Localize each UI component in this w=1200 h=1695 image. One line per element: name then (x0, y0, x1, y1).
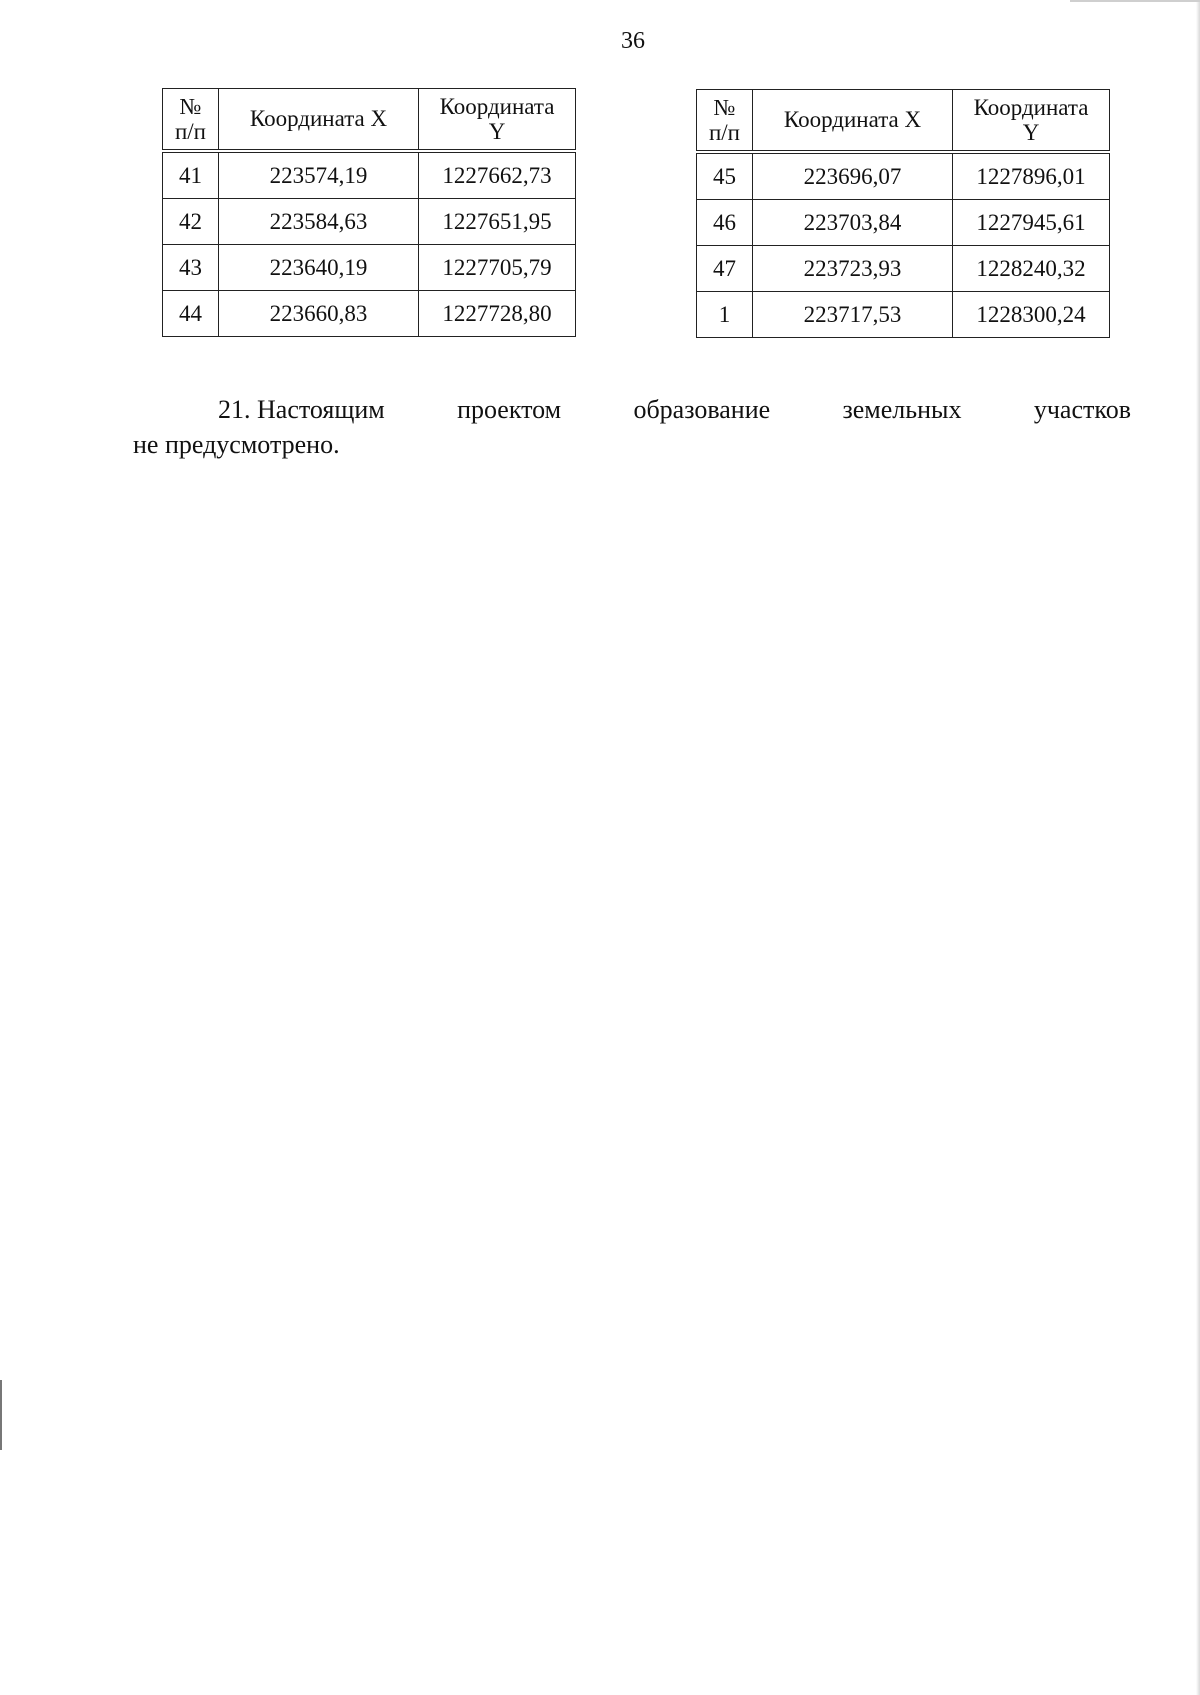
table-row (697, 152, 1110, 200)
header-label-line: п/п (174, 119, 206, 144)
cell-number: 41 (163, 151, 219, 199)
scan-edge-shadow (1196, 0, 1200, 1695)
table-header-row (163, 89, 576, 152)
coordinates-table-left (162, 88, 576, 337)
cell-coordinate-y: 1227705,79 (419, 245, 576, 291)
cell-coordinate-x: 223640,19 (219, 245, 419, 291)
header-label-line: Y (1022, 120, 1040, 145)
header-label-line: п/п (708, 120, 740, 145)
header-label-line: Координата (973, 94, 1089, 120)
scan-edge-left (0, 1380, 2, 1450)
cell-number: 42 (163, 199, 219, 245)
cell-number: 44 (163, 291, 219, 337)
table-row (163, 199, 576, 245)
table-row (697, 246, 1110, 292)
header-label-line: Координата X (783, 107, 922, 133)
cell-number: 43 (163, 245, 219, 291)
paragraph-line-1 (133, 392, 1131, 427)
paragraph-word: образование (633, 395, 771, 424)
cell-coordinate-x: 223584,63 (219, 199, 419, 245)
cell-coordinate-x: 223574,19 (219, 151, 419, 199)
cell-coordinate-y: 1228300,24 (953, 292, 1110, 338)
paragraph-word: участков (1033, 395, 1131, 424)
paragraph-21 (133, 392, 1131, 462)
coordinates-table-right (696, 89, 1110, 338)
cell-coordinate-x: 223696,07 (753, 152, 953, 200)
table-row (697, 292, 1110, 338)
header-label-line: Координата X (249, 106, 388, 132)
header-coordinate-y (953, 90, 1110, 153)
header-label-line: Y (488, 119, 506, 144)
header-coordinate-x (219, 89, 419, 152)
cell-coordinate-y: 1227728,80 (419, 291, 576, 337)
header-coordinate-x (753, 90, 953, 153)
header-label-line: № (179, 93, 202, 119)
cell-coordinate-x: 223717,53 (753, 292, 953, 338)
table-row (163, 291, 576, 337)
cell-number: 46 (697, 200, 753, 246)
cell-coordinate-y: 1227945,61 (953, 200, 1110, 246)
header-label-line: Координата (439, 93, 555, 119)
table-row (697, 200, 1110, 246)
page-number: 36 (621, 28, 645, 54)
cell-coordinate-y: 1227651,95 (419, 199, 576, 245)
cell-coordinate-x: 223723,93 (753, 246, 953, 292)
cell-number: 45 (697, 152, 753, 200)
cell-coordinate-y: 1228240,32 (953, 246, 1110, 292)
paragraph-line-2: не предусмотрено. (133, 430, 340, 459)
header-number (697, 90, 753, 153)
header-number (163, 89, 219, 152)
table-row (163, 245, 576, 291)
table-header-row (697, 90, 1110, 153)
paragraph-word: земельных (842, 395, 962, 424)
header-coordinate-y (419, 89, 576, 152)
cell-coordinate-y: 1227662,73 (419, 151, 576, 199)
scan-edge-top (1070, 0, 1200, 2)
cell-number: 1 (697, 292, 753, 338)
cell-coordinate-x: 223660,83 (219, 291, 419, 337)
cell-coordinate-y: 1227896,01 (953, 152, 1110, 200)
paragraph-word: проектом (457, 395, 562, 424)
cell-number: 47 (697, 246, 753, 292)
paragraph-word: 21. Настоящим (218, 395, 385, 424)
table-row (163, 151, 576, 199)
cell-coordinate-x: 223703,84 (753, 200, 953, 246)
header-label-line: № (713, 94, 736, 120)
